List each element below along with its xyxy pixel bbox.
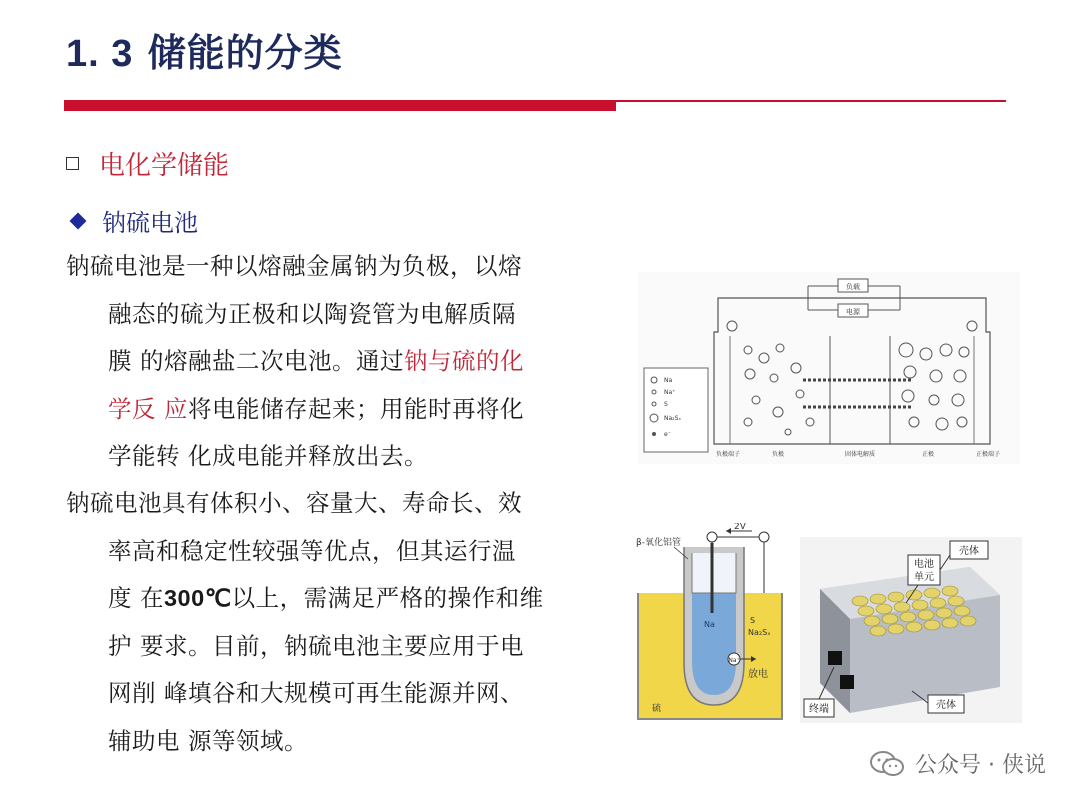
na2sx-label: Na₂Sₓ [748,628,771,637]
para1-line4-highlight: 学反 应 [108,394,188,423]
na-label: Na [704,620,715,629]
sulfur-label: 硫 [652,704,662,714]
diamond-bullet-icon [70,212,87,229]
legend-electron: e⁻ [664,431,671,438]
title-number: 1. 3 [66,33,134,75]
label-solid-electrolyte: 固体电解质 [844,451,876,458]
para2-line3 [66,575,606,623]
cell-diagram [634,523,786,721]
para1-line1: 钠硫电池是一种以熔融金属钠为负极，以熔 [66,252,522,280]
source-label: 电源 [846,308,860,316]
title-text: 储能的分类 [147,31,343,75]
para1-line5: 学能转 化成电能并释放出去。 [108,442,428,470]
discharge-label: 放电 [748,669,768,680]
para2-line6: 辅助电 源等领域。 [108,726,308,755]
paragraph-intro [66,243,606,481]
para2-line3a: 度 在 [108,584,164,612]
voltage-label: 2V [734,523,746,532]
title-rule-thin [616,100,1006,102]
schematic-diagram [638,272,1020,464]
label-negative-terminal: 负极端子 [715,451,741,458]
legend-na: Na [664,377,673,384]
para1-line4-text: 将电能储存起来；用能时再将化 [187,394,524,423]
section-heading [66,145,229,182]
sodium-sulfur-schematic-figure [638,272,1020,464]
subsection-label: 钠硫电池 [102,209,198,237]
shell-bottom-label: 壳体 [936,700,956,711]
load-label: 负载 [846,283,860,291]
para1-line3-text: 膜 的熔融盐二次电池。通过 [108,347,404,375]
tube-label: β-氧化铝管 [636,538,681,548]
watermark [869,748,1046,779]
battery-module-figure [800,537,1022,723]
para2-line1: 钠硫电池具有体积小、容量大、寿命长、效 [66,489,522,517]
shell-top-label: 壳体 [959,546,979,557]
cell-unit-label-2: 单元 [914,572,934,583]
terminal-label: 终端 [809,704,829,715]
para2-line4: 护 要求。目前，钠硫电池主要应用于电 [108,631,524,660]
para2-line5: 网削 峰填谷和大规模可再生能源并网、 [108,679,524,707]
para1-line2: 融态的硫为正极和以陶瓷管为电解质隔 [108,299,516,328]
para1-line3 [66,338,606,386]
wechat-icon [869,750,905,778]
label-positive-terminal: 正极端子 [975,451,1001,458]
para2-line3b: 以上，需满足严格的操作和维 [231,584,544,612]
s-label: S [750,616,756,625]
legend-na-ion: Na⁺ [664,389,676,396]
label-positive: 正极 [921,451,935,458]
subsection-heading [66,203,198,238]
legend-na2sx: Na₂Sₓ [664,415,682,422]
para1-line3-highlight: 钠与硫的化 [403,347,524,375]
cell-unit-label-1: 电池 [914,559,934,570]
section-label: 电化学储能 [99,151,230,181]
square-bullet-icon [66,157,79,170]
title-rule-thick [64,100,616,111]
module-diagram [800,537,1022,723]
para2-line2: 率高和稳定性较强等优点，但其运行温 [108,536,516,565]
page-title [66,22,343,77]
cell-cross-section-figure [634,523,786,721]
watermark-text: 公众号 · 侠说 [915,753,1046,778]
para1-line4 [66,386,606,434]
legend-s: S [664,401,668,408]
paragraph-advantages [66,480,606,765]
na-ion-label: Na⁺ [728,657,740,664]
para2-temperature: 300℃ [163,585,232,611]
label-negative: 负极 [771,451,785,458]
